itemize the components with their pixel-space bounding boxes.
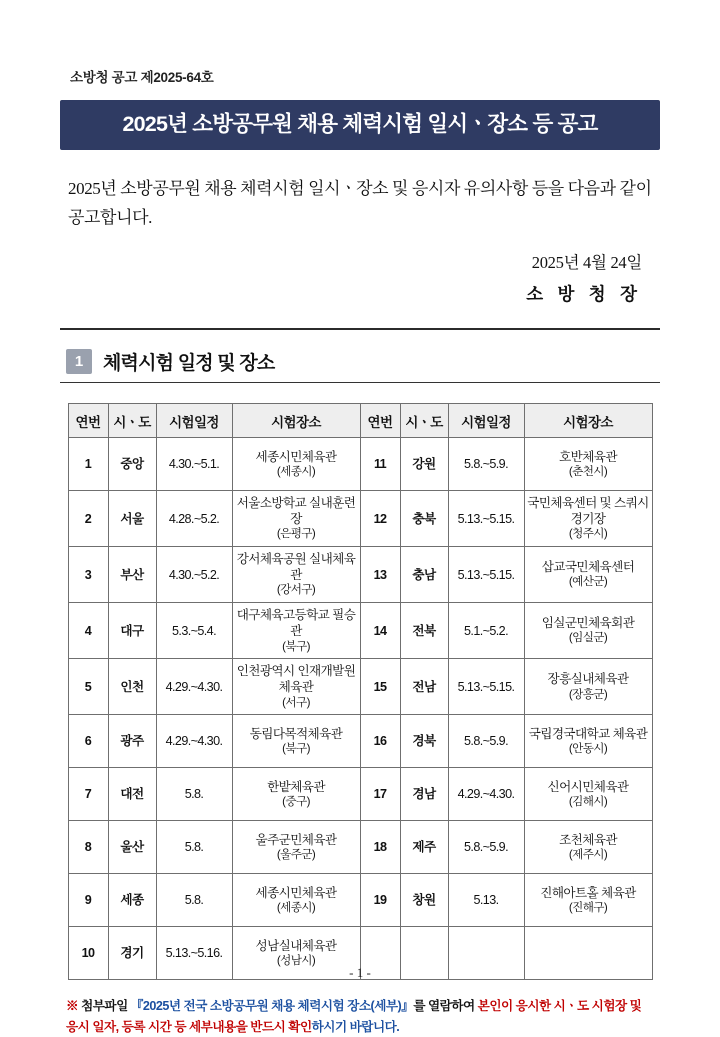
cell-region: 부산 bbox=[108, 547, 156, 603]
cell-date: 4.29.~4.30. bbox=[156, 715, 232, 768]
place-sub: (중구) bbox=[282, 795, 310, 809]
cell-no: 5 bbox=[68, 659, 108, 715]
cell-place bbox=[524, 547, 652, 603]
column-header-no-left: 연번 bbox=[68, 404, 108, 438]
place-name: 세종시민체육관 bbox=[255, 885, 337, 900]
cell-date: 5.8.~5.9. bbox=[448, 438, 524, 491]
place-name: 진해아트홀 체육관 bbox=[540, 885, 636, 900]
divider-thick bbox=[60, 328, 660, 330]
cell-no: 3 bbox=[68, 547, 108, 603]
table-row bbox=[68, 874, 652, 927]
cell-place bbox=[232, 715, 360, 768]
footnote-part1: 첨부파일 bbox=[81, 999, 128, 1014]
cell-place bbox=[524, 821, 652, 874]
place-sub: (울주군) bbox=[276, 848, 316, 862]
column-header-region-left: 시ㆍ도 bbox=[108, 404, 156, 438]
cell-no: 4 bbox=[68, 603, 108, 659]
place-sub: (서구) bbox=[282, 695, 310, 709]
cell-no: 18 bbox=[360, 821, 400, 874]
intro-paragraph: 2025년 소방공무원 채용 체력시험 일시ㆍ장소 및 응시자 유의사항 등을 다음과 같이 공고합니다. bbox=[68, 178, 652, 228]
cell-no: 12 bbox=[360, 491, 400, 547]
place-sub: (세종시) bbox=[276, 464, 316, 478]
place-name: 조천체육관 bbox=[559, 832, 617, 847]
cell-no: 2 bbox=[68, 491, 108, 547]
table-row bbox=[68, 821, 652, 874]
cell-region: 울산 bbox=[108, 821, 156, 874]
cell-place bbox=[524, 715, 652, 768]
cell-place bbox=[524, 438, 652, 491]
cell-date: 5.8. bbox=[156, 821, 232, 874]
cell-region: 경기 bbox=[108, 927, 156, 980]
cell-region: 경남 bbox=[400, 768, 448, 821]
place-name: 강서체육공원 실내체육관 bbox=[236, 552, 356, 583]
cell-no: 6 bbox=[68, 715, 108, 768]
cell-place bbox=[232, 874, 360, 927]
place-sub: (북구) bbox=[282, 639, 310, 653]
column-header-place-left: 시험장소 bbox=[232, 404, 360, 438]
cell-region: 경북 bbox=[400, 715, 448, 768]
place-sub: (장흥군) bbox=[568, 687, 608, 701]
place-name: 신어시민체육관 bbox=[547, 779, 629, 794]
cell-no: 16 bbox=[360, 715, 400, 768]
place-sub: (예산군) bbox=[568, 575, 608, 589]
cell-date: 5.8. bbox=[156, 874, 232, 927]
place-name: 호반체육관 bbox=[559, 449, 617, 464]
place-sub: (춘천시) bbox=[568, 464, 608, 478]
place-name: 국립경국대학교 체육관 bbox=[528, 726, 648, 741]
table-header-row bbox=[68, 404, 652, 438]
column-header-region-right: 시ㆍ도 bbox=[400, 404, 448, 438]
place-sub: (북구) bbox=[282, 742, 310, 756]
table-row bbox=[68, 438, 652, 491]
cell-no: 13 bbox=[360, 547, 400, 603]
cell-place bbox=[524, 768, 652, 821]
cell-region: 중앙 bbox=[108, 438, 156, 491]
place-sub: (은평구) bbox=[276, 527, 316, 541]
place-sub: (청주시) bbox=[568, 527, 608, 541]
place-sub: (김해시) bbox=[568, 795, 608, 809]
table-row bbox=[68, 715, 652, 768]
cell-date: 4.30.~5.1. bbox=[156, 438, 232, 491]
cell-date: 5.8.~5.9. bbox=[448, 821, 524, 874]
place-name: 장흥실내체육관 bbox=[547, 672, 629, 687]
document-number: 소방청 공고 제2025-64호 bbox=[70, 70, 214, 85]
place-name: 삽교국민체육센터 bbox=[541, 560, 635, 575]
cell-no: 11 bbox=[360, 438, 400, 491]
document-title: 2025년 소방공무원 채용 체력시험 일시ㆍ장소 등 공고 bbox=[60, 100, 660, 150]
place-sub: (세종시) bbox=[276, 901, 316, 915]
footnote bbox=[66, 996, 654, 1036]
divider-thin bbox=[60, 382, 660, 383]
cell-region: 전남 bbox=[400, 659, 448, 715]
cell-no: 15 bbox=[360, 659, 400, 715]
cell-date: 5.13.~5.16. bbox=[156, 927, 232, 980]
cell-region: 창원 bbox=[400, 874, 448, 927]
place-sub: (성남시) bbox=[276, 954, 316, 968]
cell-no: 7 bbox=[68, 768, 108, 821]
cell-region: 서울 bbox=[108, 491, 156, 547]
cell-place bbox=[232, 603, 360, 659]
cell-date: 4.30.~5.2. bbox=[156, 547, 232, 603]
footnote-mark: ※ bbox=[66, 999, 79, 1014]
cell-no: 1 bbox=[68, 438, 108, 491]
table-row bbox=[68, 547, 652, 603]
footnote-attachment-name: 『2025년 전국 소방공무원 채용 체력시험 장소(세부)』 bbox=[130, 999, 414, 1014]
column-header-no-right: 연번 bbox=[360, 404, 400, 438]
place-name: 인천광역시 인재개발원 체육관 bbox=[236, 664, 356, 695]
place-sub: (진해구) bbox=[568, 901, 608, 915]
column-header-date-left: 시험일정 bbox=[156, 404, 232, 438]
cell-no: 19 bbox=[360, 874, 400, 927]
table-row bbox=[68, 659, 652, 715]
cell-date: 5.8.~5.9. bbox=[448, 715, 524, 768]
section-header bbox=[66, 348, 660, 375]
section-number-badge: 1 bbox=[66, 349, 92, 374]
place-name: 서울소방학교 실내훈련장 bbox=[236, 496, 356, 527]
cell-date: 5.3.~5.4. bbox=[156, 603, 232, 659]
cell-place bbox=[524, 874, 652, 927]
cell-place bbox=[232, 438, 360, 491]
cell-region: 강원 bbox=[400, 438, 448, 491]
place-name: 세종시민체육관 bbox=[255, 449, 337, 464]
column-header-date-right: 시험일정 bbox=[448, 404, 524, 438]
cell-region: 대구 bbox=[108, 603, 156, 659]
cell-place bbox=[232, 768, 360, 821]
cell-date: 5.13.~5.15. bbox=[448, 659, 524, 715]
cell-no: 10 bbox=[68, 927, 108, 980]
place-name: 울주군민체육관 bbox=[255, 832, 337, 847]
cell-region: 제주 bbox=[400, 821, 448, 874]
cell-no: 14 bbox=[360, 603, 400, 659]
cell-place bbox=[524, 603, 652, 659]
cell-no: 8 bbox=[68, 821, 108, 874]
cell-place bbox=[524, 659, 652, 715]
place-sub: (임실군) bbox=[568, 631, 608, 645]
cell-region: 충북 bbox=[400, 491, 448, 547]
cell-date: 4.29.~4.30. bbox=[156, 659, 232, 715]
cell-date: 5.8. bbox=[156, 768, 232, 821]
signature-date: 2025년 4월 24일 bbox=[531, 253, 642, 273]
cell-region: 인천 bbox=[108, 659, 156, 715]
place-sub: (강서구) bbox=[276, 583, 316, 597]
cell-place bbox=[232, 821, 360, 874]
cell-place bbox=[232, 547, 360, 603]
footnote-part5: 하시기 바랍니다. bbox=[311, 1019, 400, 1034]
cell-date: 5.13.~5.15. bbox=[448, 547, 524, 603]
place-sub: (안동시) bbox=[568, 742, 608, 756]
cell-date: 4.29.~4.30. bbox=[448, 768, 524, 821]
place-name: 동림다목적체육관 bbox=[249, 726, 343, 741]
signature-name: 소 방 청 장 bbox=[526, 284, 642, 305]
place-sub: (제주시) bbox=[568, 848, 608, 862]
place-name: 한밭체육관 bbox=[267, 779, 325, 794]
cell-date: 5.13.~5.15. bbox=[448, 491, 524, 547]
cell-region: 대전 bbox=[108, 768, 156, 821]
section-title: 체력시험 일정 및 장소 bbox=[103, 353, 275, 375]
cell-no: 17 bbox=[360, 768, 400, 821]
place-name: 성남실내체육관 bbox=[255, 938, 337, 953]
column-header-place-right: 시험장소 bbox=[524, 404, 652, 438]
footnote-part3: 를 열람하여 bbox=[413, 999, 475, 1014]
table-row bbox=[68, 768, 652, 821]
cell-no: 9 bbox=[68, 874, 108, 927]
table-row bbox=[68, 491, 652, 547]
cell-place bbox=[232, 491, 360, 547]
place-name: 국민체육센터 및 스쿼시 경기장 bbox=[527, 496, 649, 527]
cell-date: 5.1.~5.2. bbox=[448, 603, 524, 659]
cell-date: 4.28.~5.2. bbox=[156, 491, 232, 547]
cell-place bbox=[524, 491, 652, 547]
footnote-warning: 본인이 응시한 시ㆍ도 시험장 및 응시 일자, 등록 시간 등 세부내용을 반드시 확인 bbox=[66, 999, 642, 1034]
schedule-table bbox=[68, 403, 653, 980]
place-name: 임실군민체육회관 bbox=[541, 616, 635, 631]
cell-region: 충남 bbox=[400, 547, 448, 603]
cell-region: 세종 bbox=[108, 874, 156, 927]
table-row bbox=[68, 603, 652, 659]
cell-date: 5.13. bbox=[448, 874, 524, 927]
page-number: - 1 - bbox=[349, 965, 371, 980]
cell-place bbox=[232, 659, 360, 715]
place-name: 대구체육고등학교 필승관 bbox=[236, 608, 356, 639]
cell-region: 광주 bbox=[108, 715, 156, 768]
cell-region: 전북 bbox=[400, 603, 448, 659]
